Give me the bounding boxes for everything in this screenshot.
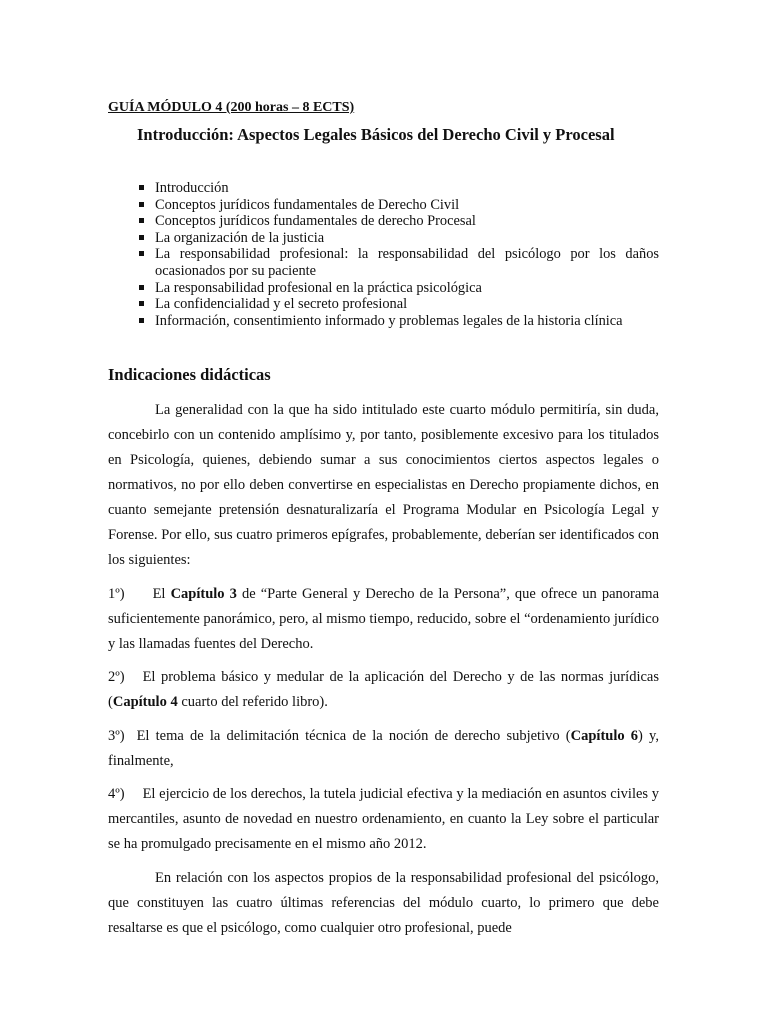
paragraph: La generalidad con la que ha sido intitulado este cuarto módulo permitiría, sin duda, concebirlo con un contenido amplísimo y, por tanto, posiblemente excesivo para los titulados en Psicología, quienes, debiendo sumar a sus conocimientos ciertos aspectos legales o normativos, no por ello deben convertirse en especialistas en Derecho propiamente dichos, en cuanto semejante pretensión desnaturalizaría el Programa Modular en Psicología Legal y Forense. Por ello, sus cuatro primeros epígrafes, probablemente, deberían ser identificados con los siguientes:	[108, 402, 659, 568]
numbered-item-3	[108, 724, 659, 774]
numbered-item-4	[108, 782, 659, 857]
item-text: El problema básico y medular de la aplicación del Derecho y de las normas jurídicas (	[108, 669, 659, 710]
list-item: Conceptos jurídicos fundamentales de derecho Procesal	[137, 213, 659, 230]
chapter-ref: Capítulo 6	[570, 727, 639, 744]
body-text	[108, 398, 659, 949]
item-number: 3º)	[108, 727, 125, 744]
item-text: El	[152, 585, 171, 602]
paragraph: En relación con los aspectos propios de la responsabilidad profesional del psicólogo, que constituyen las cuatro últimas referencias del módulo cuarto, lo primero que debe resaltarse es que el psicólogo, como cualquier otro profesional, puede	[108, 869, 659, 936]
section-heading: Indicaciones didácticas	[108, 365, 271, 384]
chapter-ref: Capítulo 3	[170, 585, 237, 602]
list-item: La responsabilidad profesional en la práctica psicológica	[137, 280, 659, 297]
item-text: de “Parte General y Derecho de la Persona”, que ofrece un panorama suficientemente panorámico, pero, al mismo tiempo, reducido, sobre el “ordenamiento jurídico y las llamadas fuentes del Derecho.	[108, 585, 659, 652]
list-item: La confidencialidad y el secreto profesional	[137, 296, 659, 313]
item-text: El tema de la delimitación técnica de la noción de derecho subjetivo (	[136, 727, 571, 744]
intro-heading: Introducción: Aspectos Legales Básicos del Derecho Civil y Procesal	[137, 125, 615, 144]
item-number: 2º)	[108, 669, 125, 685]
numbered-item-2	[108, 665, 659, 715]
item-text: El ejercicio de los derechos, la tutela judicial efectiva y la mediación en asuntos civiles y mercantiles, asunto de novedad en nuestro ordenamiento, en cuanto la Ley sobre el particular se ha promulgado precisamente en el mismo año 2012.	[108, 786, 659, 852]
chapter-ref: Capítulo 4	[112, 694, 178, 710]
list-item: La organización de la justicia	[137, 230, 659, 247]
item-number: 4º)	[108, 786, 125, 802]
item-text: cuarto del referido libro).	[177, 694, 328, 710]
list-item: La responsabilidad profesional: la responsabilidad del psicólogo por los daños ocasionados por su paciente	[137, 246, 659, 279]
guide-title: GUÍA MÓDULO 4 (200 horas – 8 ECTS)	[108, 100, 355, 115]
list-item: Conceptos jurídicos fundamentales de Derecho Civil	[137, 197, 659, 214]
list-item: Información, consentimiento informado y problemas legales de la historia clínica	[137, 313, 659, 330]
list-item: Introducción	[137, 180, 659, 197]
item-number: 1º)	[108, 585, 125, 602]
item-text: ) y, finalmente,	[108, 727, 659, 769]
topic-list	[137, 180, 659, 329]
numbered-item-1	[108, 582, 659, 657]
